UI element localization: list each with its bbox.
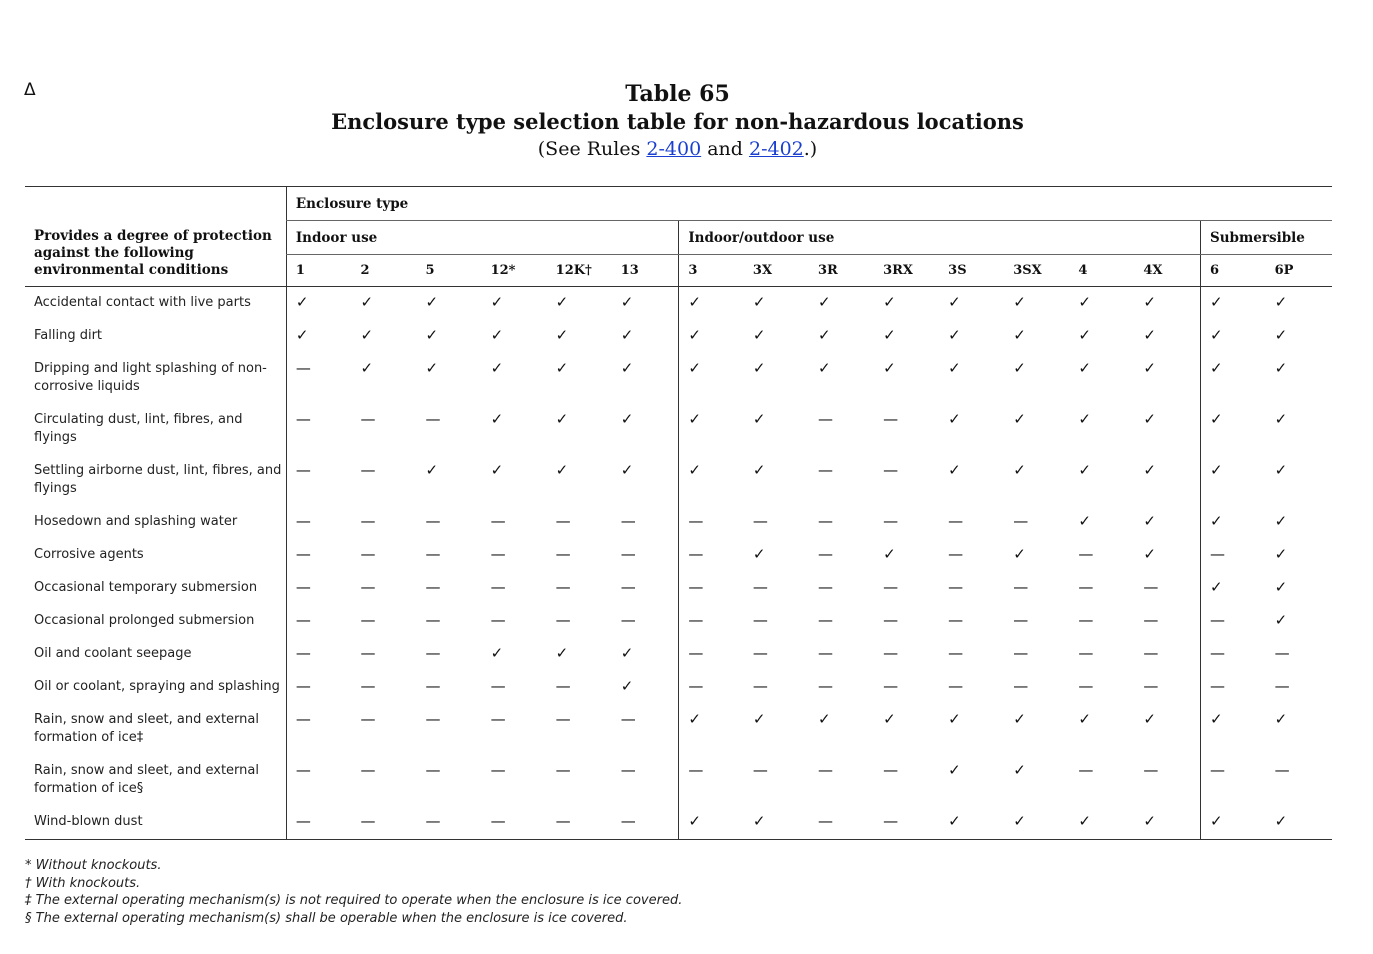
dash-mark: —: [620, 710, 636, 728]
check-mark: ✓: [620, 326, 634, 344]
dash-mark: —: [948, 644, 964, 662]
dash-mark: —: [286, 404, 351, 455]
check-mark: ✓: [1200, 404, 1265, 455]
dash-mark: —: [360, 677, 376, 695]
check-mark: ✓: [1013, 545, 1026, 563]
check-mark: ✓: [679, 287, 744, 321]
table-row: [25, 287, 1332, 321]
table-row: [25, 704, 1332, 755]
check-mark: ✓: [818, 326, 831, 344]
condition-label: Oil or coolant, spraying and splashing: [34, 679, 280, 694]
check-mark: ✓: [883, 545, 896, 563]
group-header: Submersible: [1200, 221, 1332, 255]
check-mark: ✓: [286, 287, 351, 321]
dash-mark: —: [1274, 644, 1290, 662]
dash-mark: —: [286, 755, 351, 806]
check-mark: ✓: [818, 710, 831, 728]
dash-mark: —: [948, 578, 964, 596]
table-row: [25, 506, 1332, 539]
check-mark: ✓: [1004, 806, 1069, 840]
dash-mark: —: [360, 461, 376, 479]
check-mark: ✓: [948, 410, 961, 428]
footnote: † With knockouts.: [25, 875, 141, 891]
check-mark: ✓: [752, 545, 766, 563]
dash-mark: —: [818, 578, 833, 596]
check-mark: ✓: [1143, 545, 1156, 563]
table-row: [25, 572, 1332, 605]
dash-mark: —: [1200, 605, 1265, 638]
check-mark: ✓: [1274, 410, 1288, 428]
dash-mark: —: [351, 806, 416, 840]
check-mark: ✓: [286, 320, 351, 353]
check-mark: ✓: [1078, 410, 1091, 428]
dash-mark: —: [752, 611, 768, 629]
check-mark: ✓: [744, 806, 809, 840]
check-mark: ✓: [1274, 611, 1288, 629]
dash-mark: —: [555, 578, 571, 596]
condition-label: Dripping and light splashing of non-corrosive liquids: [34, 361, 267, 394]
enclosure-type-label: 3R: [809, 255, 874, 287]
dash-mark: —: [883, 461, 899, 479]
dash-mark: —: [425, 611, 441, 629]
check-mark: ✓: [1200, 806, 1265, 840]
table-number: Table 65: [625, 81, 730, 107]
check-mark: ✓: [425, 293, 439, 311]
dash-mark: —: [948, 611, 964, 629]
dash-mark: —: [360, 761, 376, 779]
enclosure-type-label: 5: [417, 255, 482, 287]
check-mark: ✓: [555, 326, 569, 344]
check-mark: ✓: [425, 359, 439, 377]
dash-mark: —: [1078, 677, 1094, 695]
enclosure-type-label: 2: [351, 255, 416, 287]
dash-mark: —: [1013, 578, 1029, 596]
dash-mark: —: [490, 761, 506, 779]
check-mark: ✓: [1078, 710, 1091, 728]
dash-mark: —: [286, 704, 351, 755]
check-mark: ✓: [620, 410, 634, 428]
check-mark: ✓: [425, 326, 439, 344]
dash-mark: —: [1143, 644, 1159, 662]
dash-mark: —: [1200, 638, 1265, 671]
condition-label: Rain, snow and sleet, and external formation of ice§: [34, 763, 259, 796]
dash-mark: —: [1274, 677, 1290, 695]
dash-mark: —: [286, 806, 351, 840]
condition-label: Circulating dust, lint, fibres, and flyings: [34, 412, 243, 445]
check-mark: ✓: [1200, 455, 1265, 506]
check-mark: ✓: [1200, 572, 1265, 605]
dash-mark: —: [818, 512, 833, 530]
enclosure-type-label: 4X: [1134, 255, 1200, 287]
dash-mark: —: [425, 677, 441, 695]
condition-label: Hosedown and splashing water: [34, 514, 238, 529]
table-row: [25, 539, 1332, 572]
revision-marker: Δ: [24, 80, 36, 100]
condition-label: Wind-blown dust: [25, 806, 286, 840]
dash-mark: —: [1078, 545, 1094, 563]
dash-mark: —: [360, 611, 376, 629]
enclosure-type-label: 3X: [744, 255, 809, 287]
check-mark: ✓: [1013, 710, 1026, 728]
dash-mark: —: [1013, 512, 1029, 530]
group-header: Indoor/outdoor use: [679, 221, 1201, 255]
dash-mark: —: [818, 761, 833, 779]
check-mark: ✓: [1078, 461, 1091, 479]
check-mark: ✓: [1143, 359, 1156, 377]
enclosure-type-label: 6: [1200, 255, 1265, 287]
enclosure-type-label: 4: [1069, 255, 1134, 287]
dash-mark: —: [425, 644, 441, 662]
check-mark: ✓: [1013, 761, 1026, 779]
condition-label: Rain, snow and sleet, and external formation of ice‡: [34, 712, 259, 745]
table-row: [25, 353, 1332, 404]
dash-mark: —: [482, 806, 547, 840]
check-mark: ✓: [1078, 359, 1091, 377]
dash-mark: —: [679, 755, 744, 806]
dash-mark: —: [360, 410, 376, 428]
condition-column-header: Provides a degree of protection against the following environmental conditions: [25, 187, 286, 287]
check-mark: ✓: [620, 359, 634, 377]
dash-mark: —: [752, 761, 768, 779]
dash-mark: —: [1200, 671, 1265, 704]
check-mark: ✓: [1274, 578, 1288, 596]
dash-mark: —: [1143, 677, 1159, 695]
condition-label: Occasional temporary submersion: [34, 580, 258, 595]
check-mark: ✓: [555, 644, 569, 662]
dash-mark: —: [1013, 677, 1029, 695]
rule-link-2-402[interactable]: 2-402: [748, 138, 804, 160]
dash-mark: —: [883, 611, 899, 629]
dash-mark: —: [612, 806, 679, 840]
check-mark: ✓: [1274, 461, 1288, 479]
check-mark: ✓: [948, 710, 961, 728]
dash-mark: —: [360, 578, 376, 596]
check-mark: ✓: [1200, 506, 1265, 539]
dash-mark: —: [360, 644, 376, 662]
dash-mark: —: [679, 506, 744, 539]
dash-mark: —: [679, 605, 744, 638]
dash-mark: —: [752, 512, 768, 530]
dash-mark: —: [1143, 761, 1159, 779]
table-row: [25, 605, 1332, 638]
dash-mark: —: [1013, 611, 1029, 629]
dash-mark: —: [555, 761, 571, 779]
check-mark: ✓: [1143, 461, 1156, 479]
check-mark: ✓: [752, 326, 766, 344]
enclosure-type-label: 3RX: [874, 255, 939, 287]
check-mark: ✓: [1013, 293, 1026, 311]
table-row: [25, 638, 1332, 671]
dash-mark: —: [1078, 761, 1094, 779]
dash-mark: —: [818, 545, 833, 563]
enclosure-type-label: 12*: [482, 255, 547, 287]
check-mark: ✓: [818, 293, 831, 311]
dash-mark: —: [425, 410, 441, 428]
check-mark: ✓: [555, 410, 569, 428]
enclosure-type-label: 1: [286, 255, 351, 287]
condition-label: Corrosive agents: [34, 547, 144, 562]
enclosure-selection-table: [25, 186, 1332, 840]
check-mark: ✓: [1200, 287, 1265, 321]
dash-mark: —: [620, 761, 636, 779]
check-mark: ✓: [555, 359, 569, 377]
dash-mark: —: [286, 506, 351, 539]
check-mark: ✓: [425, 461, 439, 479]
check-mark: ✓: [883, 293, 896, 311]
check-mark: ✓: [752, 710, 766, 728]
rule-link-2-400[interactable]: 2-400: [646, 138, 702, 160]
check-mark: ✓: [679, 353, 744, 404]
dash-mark: —: [490, 545, 506, 563]
check-mark: ✓: [1013, 461, 1026, 479]
rules-reference: (See Rules 2-400 and 2-402.): [537, 138, 818, 160]
dash-mark: —: [620, 611, 636, 629]
dash-mark: —: [425, 545, 441, 563]
dash-mark: —: [555, 611, 571, 629]
table-row: [25, 806, 1332, 840]
dash-mark: —: [360, 545, 376, 563]
dash-mark: —: [818, 644, 833, 662]
dash-mark: —: [555, 512, 571, 530]
condition-label: Settling airborne dust, lint, fibres, and flyings: [34, 463, 282, 496]
check-mark: ✓: [1078, 326, 1091, 344]
check-mark: ✓: [679, 806, 744, 840]
dash-mark: —: [883, 410, 899, 428]
check-mark: ✓: [620, 461, 634, 479]
check-mark: ✓: [1143, 293, 1156, 311]
condition-label: Oil and coolant seepage: [34, 646, 192, 661]
dash-mark: —: [490, 611, 506, 629]
check-mark: ✓: [1013, 326, 1026, 344]
dash-mark: —: [490, 578, 506, 596]
check-mark: ✓: [1274, 293, 1288, 311]
check-mark: ✓: [360, 359, 374, 377]
dash-mark: —: [286, 455, 351, 506]
check-mark: ✓: [1274, 512, 1288, 530]
enclosure-type-label: 3SX: [1004, 255, 1069, 287]
condition-label: Occasional prolonged submersion: [34, 613, 255, 628]
enclosure-type-label: 3S: [939, 255, 1004, 287]
dash-mark: —: [1013, 644, 1029, 662]
condition-label: Accidental contact with live parts: [34, 295, 251, 310]
dash-mark: —: [883, 677, 899, 695]
dash-mark: —: [286, 572, 351, 605]
dash-mark: —: [425, 512, 441, 530]
table-row: [25, 404, 1332, 455]
check-mark: ✓: [620, 644, 634, 662]
dash-mark: —: [490, 677, 506, 695]
table-title-block: [0, 80, 1355, 162]
footnotes: [25, 857, 682, 927]
check-mark: ✓: [1200, 353, 1265, 404]
dash-mark: —: [286, 638, 351, 671]
dash-mark: —: [818, 611, 833, 629]
check-mark: ✓: [948, 761, 961, 779]
table-row: [25, 755, 1332, 806]
check-mark: ✓: [620, 677, 634, 695]
check-mark: ✓: [752, 410, 766, 428]
check-mark: ✓: [752, 461, 766, 479]
check-mark: ✓: [818, 359, 831, 377]
dash-mark: —: [620, 578, 636, 596]
dash-mark: —: [425, 578, 441, 596]
dash-mark: —: [360, 710, 376, 728]
dash-mark: —: [948, 677, 964, 695]
check-mark: ✓: [1134, 806, 1200, 840]
check-mark: ✓: [752, 359, 766, 377]
table-title: Enclosure type selection table for non-hazardous locations: [331, 109, 1024, 134]
dash-mark: —: [555, 710, 571, 728]
check-mark: ✓: [883, 710, 896, 728]
check-mark: ✓: [620, 293, 634, 311]
check-mark: ✓: [1143, 410, 1156, 428]
check-mark: ✓: [360, 293, 374, 311]
dash-mark: —: [883, 578, 899, 596]
check-mark: ✓: [752, 293, 766, 311]
dash-mark: —: [818, 461, 833, 479]
dash-mark: —: [752, 677, 768, 695]
check-mark: ✓: [679, 704, 744, 755]
check-mark: ✓: [883, 359, 896, 377]
dash-mark: —: [360, 512, 376, 530]
check-mark: ✓: [555, 293, 569, 311]
check-mark: ✓: [360, 326, 374, 344]
dash-mark: —: [752, 578, 768, 596]
dash-mark: —: [1200, 539, 1265, 572]
dash-mark: —: [1078, 611, 1094, 629]
dash-mark: —: [425, 710, 441, 728]
dash-mark: —: [286, 605, 351, 638]
check-mark: ✓: [1274, 545, 1288, 563]
dash-mark: —: [286, 539, 351, 572]
check-mark: ✓: [948, 359, 961, 377]
enclosure-type-label: 6P: [1266, 255, 1332, 287]
enclosure-type-label: 3: [679, 255, 744, 287]
check-mark: ✓: [939, 806, 1004, 840]
dash-mark: —: [883, 761, 899, 779]
check-mark: ✓: [1013, 359, 1026, 377]
dash-mark: —: [679, 539, 744, 572]
check-mark: ✓: [1013, 410, 1026, 428]
check-mark: ✓: [1200, 320, 1265, 353]
dash-mark: —: [490, 512, 506, 530]
check-mark: ✓: [1274, 326, 1288, 344]
check-mark: ✓: [1143, 710, 1156, 728]
check-mark: ✓: [1143, 512, 1156, 530]
footnote: * Without knockouts.: [25, 858, 162, 873]
dash-mark: —: [555, 545, 571, 563]
check-mark: ✓: [1266, 806, 1332, 840]
check-mark: ✓: [883, 326, 896, 344]
check-mark: ✓: [490, 644, 504, 662]
table-row: [25, 320, 1332, 353]
check-mark: ✓: [1069, 806, 1134, 840]
check-mark: ✓: [1078, 293, 1091, 311]
dash-mark: —: [883, 644, 899, 662]
dash-mark: —: [620, 512, 636, 530]
group-header: Indoor use: [286, 221, 678, 255]
check-mark: ✓: [948, 293, 961, 311]
check-mark: ✓: [490, 293, 504, 311]
dash-mark: —: [818, 677, 833, 695]
condition-label: Falling dirt: [34, 328, 103, 343]
check-mark: ✓: [490, 326, 504, 344]
check-mark: ✓: [948, 326, 961, 344]
dash-mark: —: [620, 545, 636, 563]
check-mark: ✓: [490, 359, 504, 377]
dash-mark: —: [679, 638, 744, 671]
dash-mark: —: [1078, 578, 1094, 596]
dash-mark: —: [417, 806, 482, 840]
check-mark: ✓: [679, 455, 744, 506]
check-mark: ✓: [948, 461, 961, 479]
dash-mark: —: [1274, 761, 1290, 779]
check-mark: ✓: [555, 461, 569, 479]
dash-mark: —: [1200, 755, 1265, 806]
check-mark: ✓: [490, 410, 504, 428]
dash-mark: —: [555, 677, 571, 695]
dash-mark: —: [286, 671, 351, 704]
dash-mark: —: [425, 761, 441, 779]
check-mark: ✓: [679, 404, 744, 455]
check-mark: ✓: [1078, 512, 1091, 530]
dash-mark: —: [286, 353, 351, 404]
dash-mark: —: [883, 512, 899, 530]
dash-mark: —: [948, 512, 964, 530]
dash-mark: —: [1143, 578, 1159, 596]
table-row: [25, 455, 1332, 506]
check-mark: ✓: [490, 461, 504, 479]
dash-mark: —: [818, 410, 833, 428]
dash-mark: —: [679, 572, 744, 605]
dash-mark: —: [679, 671, 744, 704]
dash-mark: —: [948, 545, 964, 563]
dash-mark: —: [547, 806, 612, 840]
footnote: § The external operating mechanism(s) shall be operable when the enclosure is ice covered.: [25, 910, 628, 926]
check-mark: ✓: [1200, 704, 1265, 755]
table-row: [25, 671, 1332, 704]
footnote: ‡ The external operating mechanism(s) is not required to operate when the enclosure is ice covered.: [25, 893, 683, 909]
check-mark: ✓: [1274, 710, 1288, 728]
dash-mark: —: [1078, 644, 1094, 662]
dash-mark: —: [1143, 611, 1159, 629]
enclosure-type-label: 13: [612, 255, 679, 287]
dash-mark: —: [752, 644, 768, 662]
check-mark: ✓: [1274, 359, 1288, 377]
dash-mark: —: [874, 806, 939, 840]
dash-mark: —: [809, 806, 874, 840]
dash-mark: —: [490, 710, 506, 728]
enclosure-type-header: Enclosure type: [286, 187, 1332, 221]
check-mark: ✓: [1143, 326, 1156, 344]
enclosure-type-label: 12K†: [547, 255, 612, 287]
check-mark: ✓: [679, 320, 744, 353]
